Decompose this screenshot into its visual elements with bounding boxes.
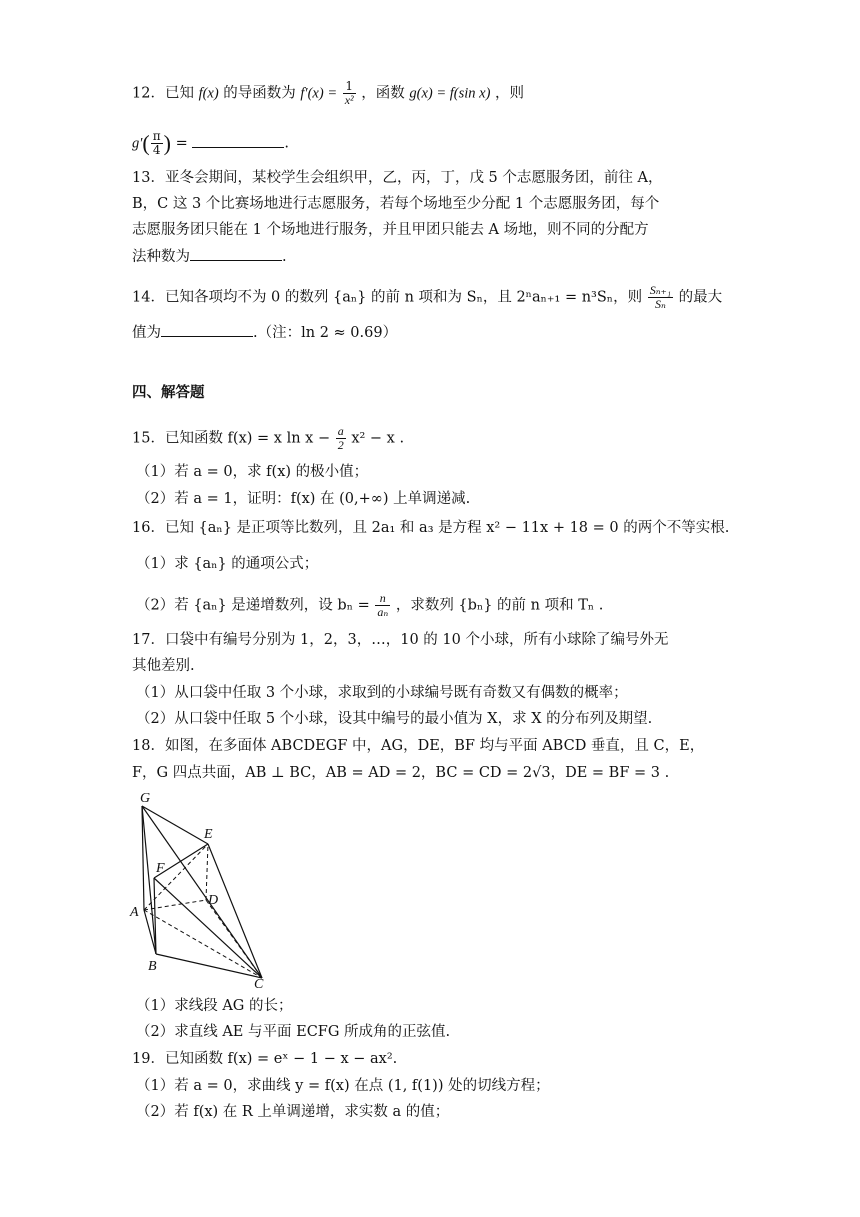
- q15-frac-num: a: [337, 424, 344, 438]
- q14-fraction: [648, 284, 673, 311]
- edge-AC: [144, 910, 262, 978]
- q18-part1: （1）求线段 AG 的长；: [136, 998, 293, 1014]
- q17-part2: （2）从口袋中任取 5 个小球，设其中编号的最小值为 X，求 X 的分布列及期望.: [136, 711, 653, 727]
- q18-line1: 18．如图，在多面体 ABCDEGF 中，AG，DE，BF 均与平面 ABCD 垂直，且 C，E，: [132, 738, 705, 754]
- q12-fx: f(x): [198, 85, 219, 102]
- q13-line4-post: .: [282, 249, 287, 265]
- q15-stem: [132, 425, 404, 452]
- q12-line1: [132, 80, 524, 107]
- q12-comma: ，函数: [361, 85, 405, 102]
- q16-frac-den: aₙ: [377, 605, 389, 619]
- polyhedron-figure: [120, 782, 280, 992]
- label-A: A: [130, 905, 139, 920]
- q14-line2: [132, 322, 397, 343]
- q12-pi-num: π: [152, 129, 161, 143]
- q19-part1: （1）若 a = 0，求曲线 y = f(x) 在点 (1, f(1)) 处的切线方程；: [136, 1078, 550, 1094]
- q12-gprime: g′: [132, 135, 143, 152]
- edge-GE: [142, 806, 208, 844]
- q12-end: .: [284, 135, 289, 152]
- label-C: C: [254, 977, 264, 992]
- q19-stem: 19．已知函数 f(x) = eˣ − 1 − x − ax².: [132, 1051, 398, 1067]
- q13-line4: [132, 246, 287, 267]
- q16-part1: （1）求 {aₙ} 的通项公式；: [136, 556, 319, 572]
- q12-prefix: 12．已知: [132, 85, 194, 102]
- q12-gx: g(x) = f(sin x): [409, 85, 491, 102]
- q18-line2: F，G 四点共面，AB ⊥ BC，AB = AD = 2，BC = CD = 2√3，DE = BF = 3 .: [132, 765, 670, 781]
- q14-frac-den: Sₙ: [654, 297, 666, 311]
- q13-line1: 13．亚冬会期间，某校学生会组织甲，乙，丙，丁，戊 5 个志愿服务团，前往 A，: [132, 170, 663, 186]
- q13-answer-blank: [190, 246, 282, 261]
- q12-answer-blank: [192, 133, 284, 148]
- q16-part2: [136, 592, 603, 619]
- q17-part1: （1）从口袋中任取 3 个小球，求取到的小球编号既有奇数又有偶数的概率；: [136, 685, 628, 701]
- q14-answer-blank: [161, 322, 253, 337]
- label-G: G: [140, 791, 151, 806]
- q19-part2: （2）若 f(x) 在 R 上单调递增，求实数 a 的值；: [136, 1104, 450, 1120]
- q12-equals: =: [175, 135, 188, 152]
- q12-frac-den: x²: [344, 93, 354, 107]
- q13-line3: 志愿服务团只能在 1 个场地进行服务，并且甲团只能去 A 场地，则不同的分配方: [132, 222, 649, 238]
- label-D: D: [208, 893, 219, 908]
- q15-part1: （1）若 a = 0，求 f(x) 的极小值；: [136, 464, 369, 480]
- q14-line1: [132, 284, 722, 311]
- edge-DE: [206, 844, 208, 900]
- q14-frac-num: Sₙ₊₁: [649, 283, 672, 297]
- q12-line2: g′( $\frac{\pi}{4}$ ) = .: [132, 129, 289, 157]
- q18-part2: （2）求直线 AE 与平面 ECFG 所成角的正弦值.: [136, 1024, 451, 1040]
- q17-line1: 17．口袋中有编号分别为 1，2，3，…，10 的 10 个小球，所有小球除了编号外无: [132, 632, 669, 648]
- q15-frac-den: 2: [337, 438, 344, 452]
- q12-mid: 的导函数为: [223, 85, 296, 102]
- q13-line2: B，C 这 3 个比赛场地进行志愿服务，若每个场地至少分配 1 个志愿服务团，每个: [132, 196, 660, 212]
- edge-BC: [156, 954, 262, 978]
- edge-AD: [144, 900, 206, 910]
- q16-fraction: [375, 592, 390, 619]
- q15-stem-pre: 15．已知函数 f(x) = x ln x −: [132, 430, 331, 447]
- edge-EC: [208, 844, 262, 978]
- q16-stem: 16．已知 {aₙ} 是正项等比数列，且 2a₁ 和 a₃ 是方程 x² − 11x + 18 = 0 的两个不等实根.: [132, 520, 730, 536]
- q15-stem-post: x² − x .: [351, 430, 405, 447]
- label-F: F: [156, 861, 165, 876]
- q12-frac-num: 1: [343, 80, 356, 94]
- q12-pi-fraction: [151, 130, 163, 157]
- q16-part2-pre: （2）若 {aₙ} 是递增数列，设 bₙ =: [136, 597, 370, 614]
- q14-line2-pre: 值为: [132, 325, 161, 341]
- label-B: B: [148, 959, 157, 974]
- q15-part2: （2）若 a = 1，证明：f(x) 在 (0,+∞) 上单调递减.: [136, 491, 471, 507]
- q15-fraction: [336, 425, 346, 452]
- label-E: E: [204, 827, 213, 842]
- q16-frac-num: n: [375, 592, 390, 606]
- section-heading: 四、解答题: [132, 385, 205, 401]
- q17-line2: 其他差别.: [132, 658, 195, 674]
- q14-line1-b: 的最大: [678, 289, 723, 306]
- q12-pi-den: 4: [152, 143, 161, 157]
- q14-line1-a: 14．已知各项均不为 0 的数列 {aₙ} 的前 n 项和为 Sₙ，且 2ⁿaₙ₊₁ = n³Sₙ，则: [132, 289, 643, 306]
- q13-line4-pre: 法种数为: [132, 249, 190, 265]
- q12-fpx: f′(x) =: [300, 85, 338, 102]
- q14-line2-post: .（注：ln 2 ≈ 0.69）: [253, 325, 398, 341]
- q12-fraction: [343, 80, 356, 107]
- q16-part2-post: ，求数列 {bₙ} 的前 n 项和 Tₙ .: [395, 597, 604, 614]
- q12-tail: ，则: [495, 85, 525, 102]
